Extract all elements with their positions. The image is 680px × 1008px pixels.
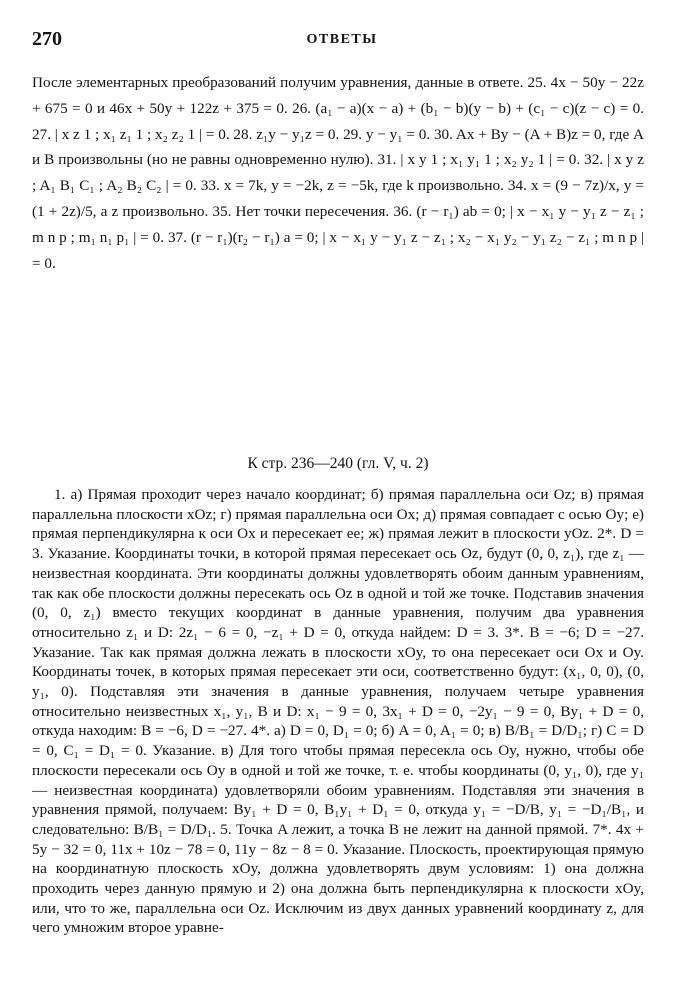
answers-previous-section	[32, 70, 644, 276]
section-title: К стр. 236—240 (гл. V, ч. 2)	[247, 455, 429, 472]
answers-section-pages-236-240	[32, 485, 644, 938]
page-number: 270	[32, 28, 62, 50]
answers-1-7-text: 1. а) Прямая проходит через начало координат; б) прямая параллельна оси Oz; в) прямая параллельна плоскости xOz; г) прямая параллельна оси Ox; д) прямая совпадает с осью Oy; е) прямая перпендикулярна к оси Ox и пересекает ее; ж) прямая лежит в плоскости yOz. 2*. D = 3. Указание. Координаты точки, в которой прямая пересекает ось Oz, будут (0, 0, z₁), где z₁ — неизвестная координата. Эти координаты должны удовлетворять обоим данным уравнениям, так как обе плоскости должны пересекать ось Oz в одной и той же точке. Подставив значения (0, 0, z₁) вместо текущих координат в данные уравнения, получим два уравнения относительно z₁ и D: 2z₁ − 6 = 0, −z₁ + D = 0, откуда найдем: D = 3. 3*. B = −6; D = −27. Указание. Так как прямая должна лежать в плоскости xOy, то она пересекает оси Ox и Oy. Координаты точек, в которых прямая пересекает эти оси, соответственно будут: (x₁, 0, 0), (0, y₁, 0). Подставляя эти значения в данные уравнения, получаем четыре уравнения относительно неизвестных x₁, y₁, B и D: x₁ − 9 = 0, 3x₁ + D = 0, −2y₁ − 9 = 0, By₁ + D = 0, откуда находим: B = −6, D = −27. 4*. а) D = 0, D₁ = 0; б) A = 0, A₁ = 0; в) B/B₁ = D/D₁; г) C = D = 0, C₁ = D₁ = 0. Указание. в) Для того чтобы прямая пересекла ось Oy, нужно, чтобы обе плоскости пересекали ось Oy в одной и той же точке, т. е. чтобы координаты (0, y₁, 0), где y₁ — неизвестная координата) удовлетворяли обоим уравнениям. Подставляя эти значения в уравнения прямой, получаем: By₁ + D = 0, B₁y₁ + D₁ = 0, откуда y₁ = −D/B, y₁ = −D₁/B₁, и следовательно: B/B₁ = D/D₁. 5. Точка A лежит, а точка B не лежит на данной прямой. 7*. 4x + 5y − 32 = 0, 11x + 10z − 78 = 0, 11y − 8z − 8 = 0. Указание. Плоскость, проектирующая прямую на координатную плоскость xOy, должна удовлетворять двум условиям: 1) она должна проходить через данную прямую и 2) она должна быть перпендикулярна к плоскости xOy, или, что то же, параллельна оси Oz. Исключим из двух данных уравнений координату z, для чего умножим второе уравне-	[32, 486, 644, 937]
answers-25-37-text: После элементарных преобразований получим уравнения, данные в ответе. 25. 4x − 50y − 22z + 675 = 0 и 46x + 50y + 122z + 375 = 0. 26. (a₁ − a)(x − a) + (b₁ − b)(y − b) + (c₁ − c)(z − c) = 0. 27. | x z 1 ; x₁ z₁ 1 ; x₂ z₂ 1 | = 0. 28. z₁y − y₁z = 0. 29. y − y₁ = 0. 30. Ax + By − (A + B)z = 0, где A и B произвольны (но не равны одновременно нулю). 31. | x y 1 ; x₁ y₁ 1 ; x₂ y₂ 1 | = 0. 32. | x y z ; A₁ B₁ C₁ ; A₂ B₂ C₂ | = 0. 33. x = 7k, y = −2k, z = −5k, где k произвольно. 34. x = (9 − 7z)/x, y = (1 + 2z)/5, а z произвольно. 35. Нет точки пересечения. 36. (r − r₁) ab = 0; | x − x₁ y − y₁ z − z₁ ; m n p ; m₁ n₁ p₁ | = 0. 37. (r − r₁)(r₂ − r₁) a = 0; | x − x₁ y − y₁ z − z₁ ; x₂ − x₁ y₂ − y₁ z₂ − z₁ ; m n p | = 0.	[32, 74, 644, 272]
page-header	[32, 28, 652, 54]
running-title: ОТВЕТЫ	[306, 32, 378, 47]
